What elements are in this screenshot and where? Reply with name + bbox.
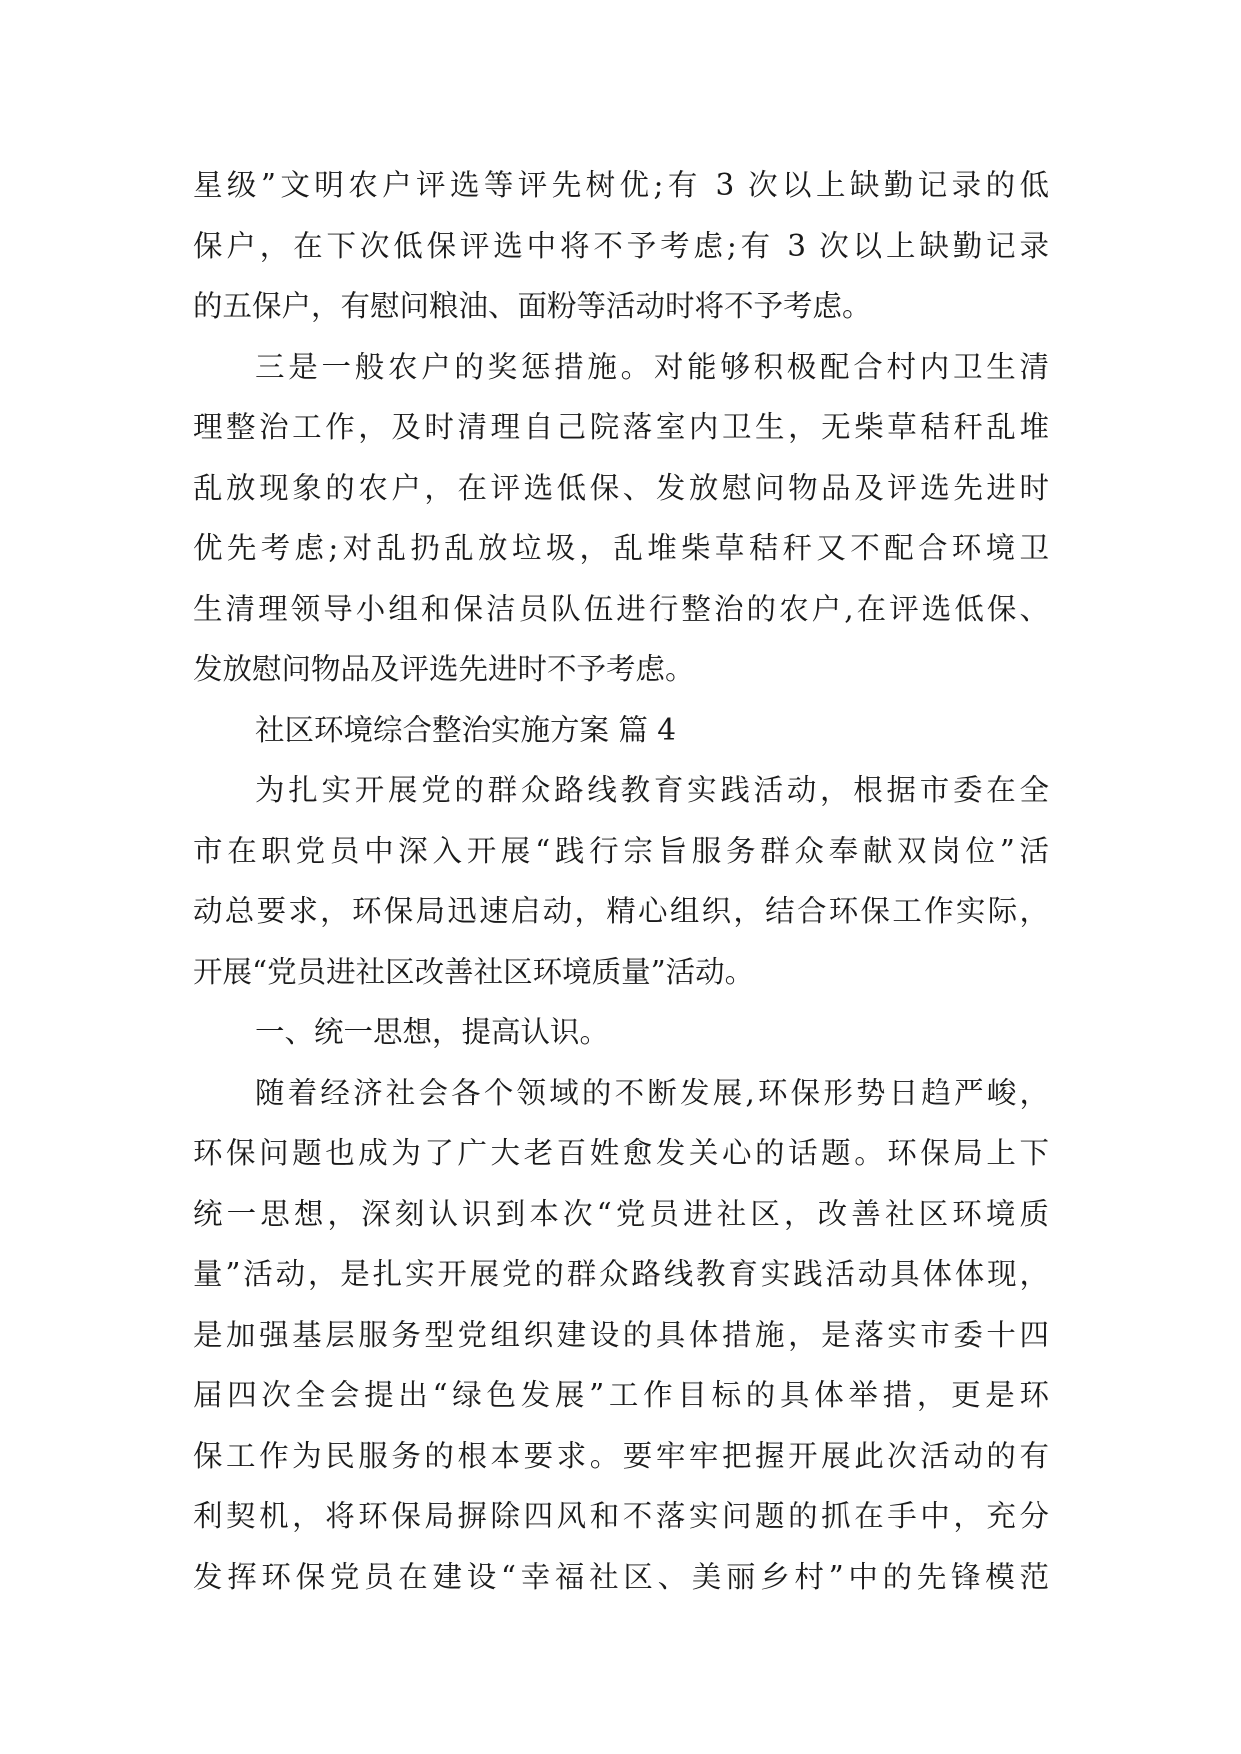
text-line: 发放慰问物品及评选先进时不予考虑。 [193,652,695,686]
text-line: 星级”文明农户评选等评先树优;有 3 次以上缺勤记录的低 [193,168,1049,202]
paragraph-body [193,1063,1049,1608]
paragraph-general-households [193,337,1049,700]
text-line: 环保问题也成为了广大老百姓愈发关心的话题。环保局上下 [193,1136,1049,1170]
text-line: 保户，在下次低保评选中将不予考虑;有 3 次以上缺勤记录 [193,228,1049,263]
paragraph-continued [193,155,1049,337]
text-line: 发挥环保党员在建设“幸福社区、美丽乡村”中的先锋模范 [193,1559,1049,1594]
text-line: 生清理领导小组和保洁员队伍进行整治的农户,在评选低保、 [193,591,1049,626]
text-line: 市在职党员中深入开展“践行宗旨服务群众奉献双岗位”活 [193,833,1049,868]
text-line: 保工作为民服务的根本要求。要牢牢把握开展此次活动的有 [193,1438,1049,1473]
document-body [193,155,1049,1607]
text-line: 社区环境综合整治实施方案 篇 4 [255,712,677,747]
text-line: 为扎实开展党的群众路线教育实践活动，根据市委在全 [255,773,1049,807]
text-line: 理整治工作，及时清理自己院落室内卫生，无柴草秸秆乱堆 [193,410,1049,444]
text-line: 一、统一思想，提高认识。 [255,1015,610,1049]
text-line: 优先考虑;对乱扔乱放垃圾，乱堆柴草秸秆又不配合环境卫 [193,531,1049,565]
text-line: 利契机，将环保局摒除四风和不落实问题的抓在手中，充分 [193,1499,1049,1533]
paragraph-intro [193,760,1049,1002]
text-line: 统一思想，深刻认识到本次“党员进社区，改善社区环境质 [193,1196,1049,1231]
text-line: 乱放现象的农户，在评选低保、发放慰问物品及评选先进时 [193,470,1049,505]
text-line: 动总要求，环保局迅速启动，精心组织，结合环保工作实际， [193,894,1049,928]
text-line: 是加强基层服务型党组织建设的具体措施，是落实市委十四 [193,1317,1049,1352]
text-line: 量”活动，是扎实开展党的群众路线教育实践活动具体体现， [193,1257,1049,1291]
text-line: 三是一般农户的奖惩措施。对能够积极配合村内卫生清 [255,349,1049,384]
text-line: 届四次全会提出“绿色发展”工作目标的具体举措，更是环 [193,1378,1049,1412]
heading-one [193,1002,1049,1063]
text-line: 随着经济社会各个领域的不断发展,环保形势日趋严峻， [255,1075,1049,1110]
text-line: 的五保户，有慰问粮油、面粉等活动时将不予考虑。 [193,289,872,323]
text-line: 开展“党员进社区改善社区环境质量”活动。 [193,954,755,989]
section-title [193,700,1049,761]
